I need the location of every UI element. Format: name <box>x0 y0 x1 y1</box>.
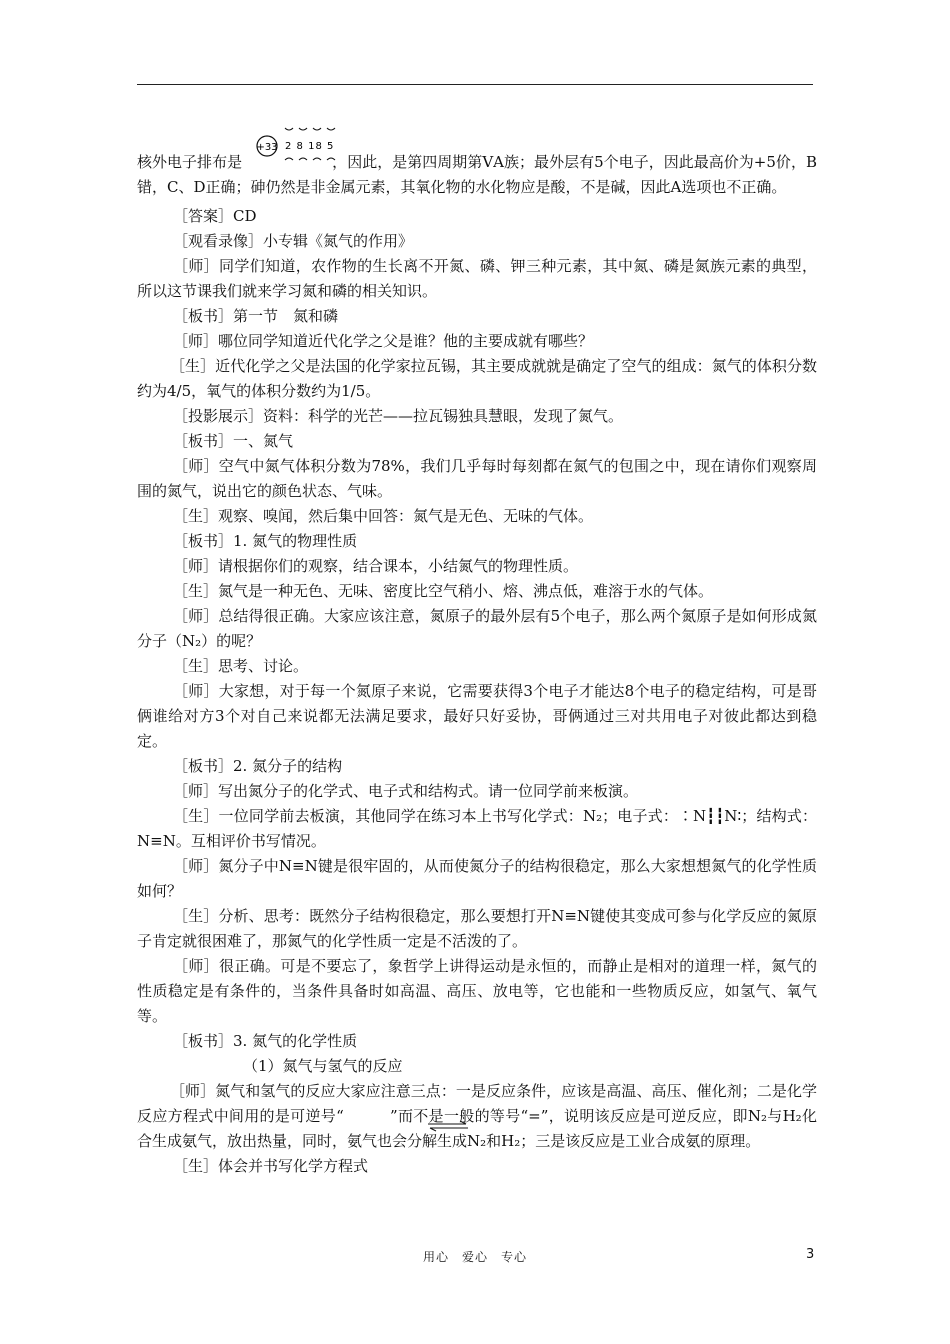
paragraph-10: ［师］空气中氮气体积分数为78%，我们几乎每时每刻都在氮气的包围之中，现在请你们观察周围的氮气，说出它的颜色状态、气味。 <box>137 457 817 500</box>
paragraph-7: ［生］近代化学之父是法国的化学家拉瓦锡，其主要成就就是确定了空气的组成：氮气的体积分数约为4/5，氧气的体积分数约为1/5。 <box>137 357 817 400</box>
paragraph-27: ［生］体会并书写化学方程式 <box>173 1157 369 1175</box>
paragraph-22: ［生］分析、思考：既然分子结构很稳定，那么要想打开N≡N键使其变成可参与化学反应的氮原子肯定就很困难了，那氮气的化学性质一定是不活泼的了。 <box>137 907 817 950</box>
paragraph-17: ［师］大家想，对于每一个氮原子来说，它需要获得3个电子才能达8个电子的稳定结构，可是哥俩谁给对方3个对自己来说都无法满足要求，最好只好妥协，哥俩通过三对共用电子对彼此都达到稳定。 <box>137 682 817 750</box>
paragraph-26: ［师］氮气和氢气的反应大家应注意三点：一是反应条件，应该是高温、高压、催化剂；二是化学反应方程式中间用的是可逆号“ ”而不是一般的等号“=”，说明该反应是可逆反应，即N₂与H₂化合生成氨气，放出热量，同时，氨气也会分解生成N₂和H₂；三是该反应是工业合成氨的原理。 <box>137 1082 817 1150</box>
paragraph-8: ［投影展示］资料：科学的光芒——拉瓦锡独具慧眼，发现了氮气。 <box>173 407 624 425</box>
paragraph-1: 核外电子排布是 ，因此，是第四周期第ⅤA族；最外层有5个电子，因此最高价为+5价，B错，C、D正确；砷仍然是非金属元素，其氧化物的水化物应是酸，不是碱，因此A选项也不正确。 <box>137 153 817 196</box>
paragraph-5: ［板书］第一节 氮和磷 <box>173 307 339 325</box>
paragraph-2: ［答案］CD <box>173 207 257 225</box>
paragraph-16: ［生］思考、讨论。 <box>173 657 309 675</box>
paragraph-20: ［生］一位同学前去板演，其他同学在练习本上书写化学式：N₂；电子式：∶N┇┇N∶；结构式：N≡N。互相评价书写情况。 <box>137 807 817 850</box>
lesson-body <box>137 150 817 1179</box>
paragraph-12: ［板书］1. 氮气的物理性质 <box>173 532 358 550</box>
page-number: 3 <box>806 1247 815 1262</box>
paragraph-21: ［师］氮分子中N≡N键是很牢固的，从而使氮分子的结构很稳定，那么大家想想氮气的化学性质如何？ <box>137 857 817 900</box>
paragraph-25: （1）氮气与氢气的反应 <box>243 1057 403 1075</box>
paragraph-11: ［生］观察、嗅闻，然后集中回答：氮气是无色、无味的气体。 <box>173 507 594 525</box>
paragraph-15: ［师］总结得很正确。大家应该注意，氮原子的最外层有5个电子，那么两个氮原子是如何形成氮分子（N₂）的呢？ <box>137 607 817 650</box>
header-rule <box>137 84 813 85</box>
paragraph-3: ［观看录像］小专辑《氮气的作用》 <box>173 232 414 250</box>
paragraph-19: ［师］写出氮分子的化学式、电子式和结构式。请一位同学前来板演。 <box>173 782 639 800</box>
paragraph-6: ［师］哪位同学知道近代化学之父是谁？他的主要成就有哪些？ <box>173 332 594 350</box>
footer-motto: 用心 爱心 专心 <box>422 1250 527 1264</box>
paragraph-24: ［板书］3. 氮气的化学性质 <box>173 1032 358 1050</box>
paragraph-13: ［师］请根据你们的观察，结合课本，小结氮气的物理性质。 <box>173 557 579 575</box>
paragraph-4: ［师］同学们知道，农作物的生长离不开氮、磷、钾三种元素，其中氮、磷是氮族元素的典型，所以这节课我们就来学习氮和磷的相关知识。 <box>137 257 817 300</box>
paragraph-23: ［师］很正确。可是不要忘了，象哲学上讲得运动是永恒的，而静止是相对的道理一样，氮气的性质稳定是有条件的，当条件具备时如高温、高压、放电等，它也能和一些物质反应，如氢气、氧气等。 <box>137 957 817 1025</box>
atom-nucleus-label: +33 <box>256 142 278 153</box>
paragraph-9: ［板书］一、氮气 <box>173 432 294 450</box>
paragraph-18: ［板书］2. 氮分子的结构 <box>173 757 343 775</box>
paragraph-14: ［生］氮气是一种无色、无味、密度比空气稍小、熔、沸点低，难溶于水的气体。 <box>173 582 714 600</box>
reversible-arrow-icon <box>426 1120 470 1132</box>
atom-shells-label: 2 8 18 5 <box>285 141 335 152</box>
